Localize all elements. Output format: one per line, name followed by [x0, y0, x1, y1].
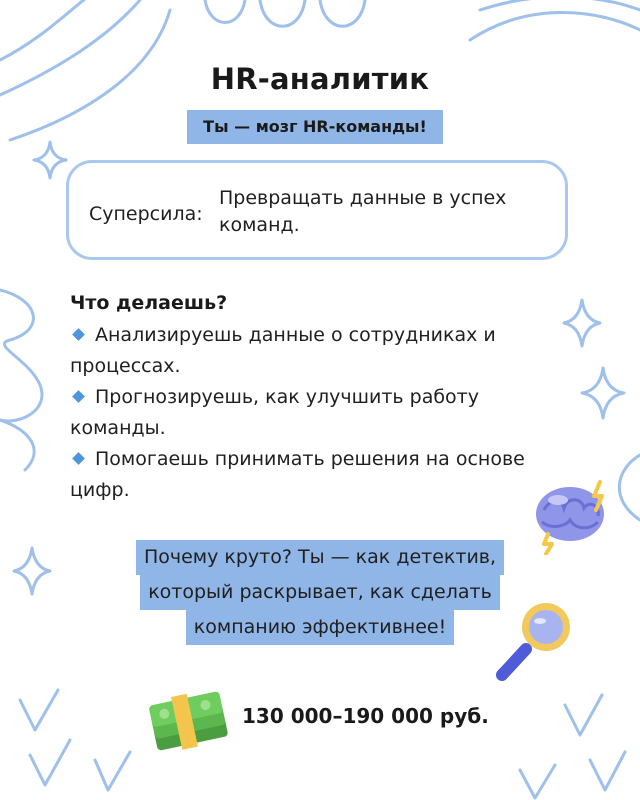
superpower-card — [66, 160, 568, 260]
superpower-text: Превращать данные в успех команд. — [219, 187, 507, 236]
why-cool-block — [0, 540, 640, 645]
list-item — [70, 320, 575, 382]
blue-diamond-icon — [72, 390, 85, 403]
list-item-text: Анализируешь данные о сотрудниках и процессах. — [70, 324, 496, 377]
list-item-text: Помогаешь принимать решения на основе цифр. — [70, 448, 525, 501]
subtitle-banner: Ты — мозг HR-команды! — [187, 110, 443, 144]
list-item — [70, 444, 575, 506]
list-item-text: Прогнозируешь, как улучшить работу команды. — [70, 386, 479, 439]
why-line: который раскрывает, как сделать — [140, 575, 500, 610]
page-title: HR-аналитик — [210, 62, 430, 96]
why-line: компанию эффективнее! — [186, 610, 454, 645]
list-item — [70, 382, 575, 444]
blue-diamond-icon — [72, 328, 85, 341]
duties-list — [70, 320, 575, 506]
money-stack-icon — [146, 682, 230, 756]
salary-range: 130 000–190 000 руб. — [242, 704, 489, 728]
why-line: Почему круто? Ты — как детектив, — [136, 540, 504, 575]
superpower-label: Суперсила: — [89, 203, 203, 225]
duties-heading: Что делаешь? — [70, 292, 228, 314]
blue-diamond-icon — [72, 452, 85, 465]
